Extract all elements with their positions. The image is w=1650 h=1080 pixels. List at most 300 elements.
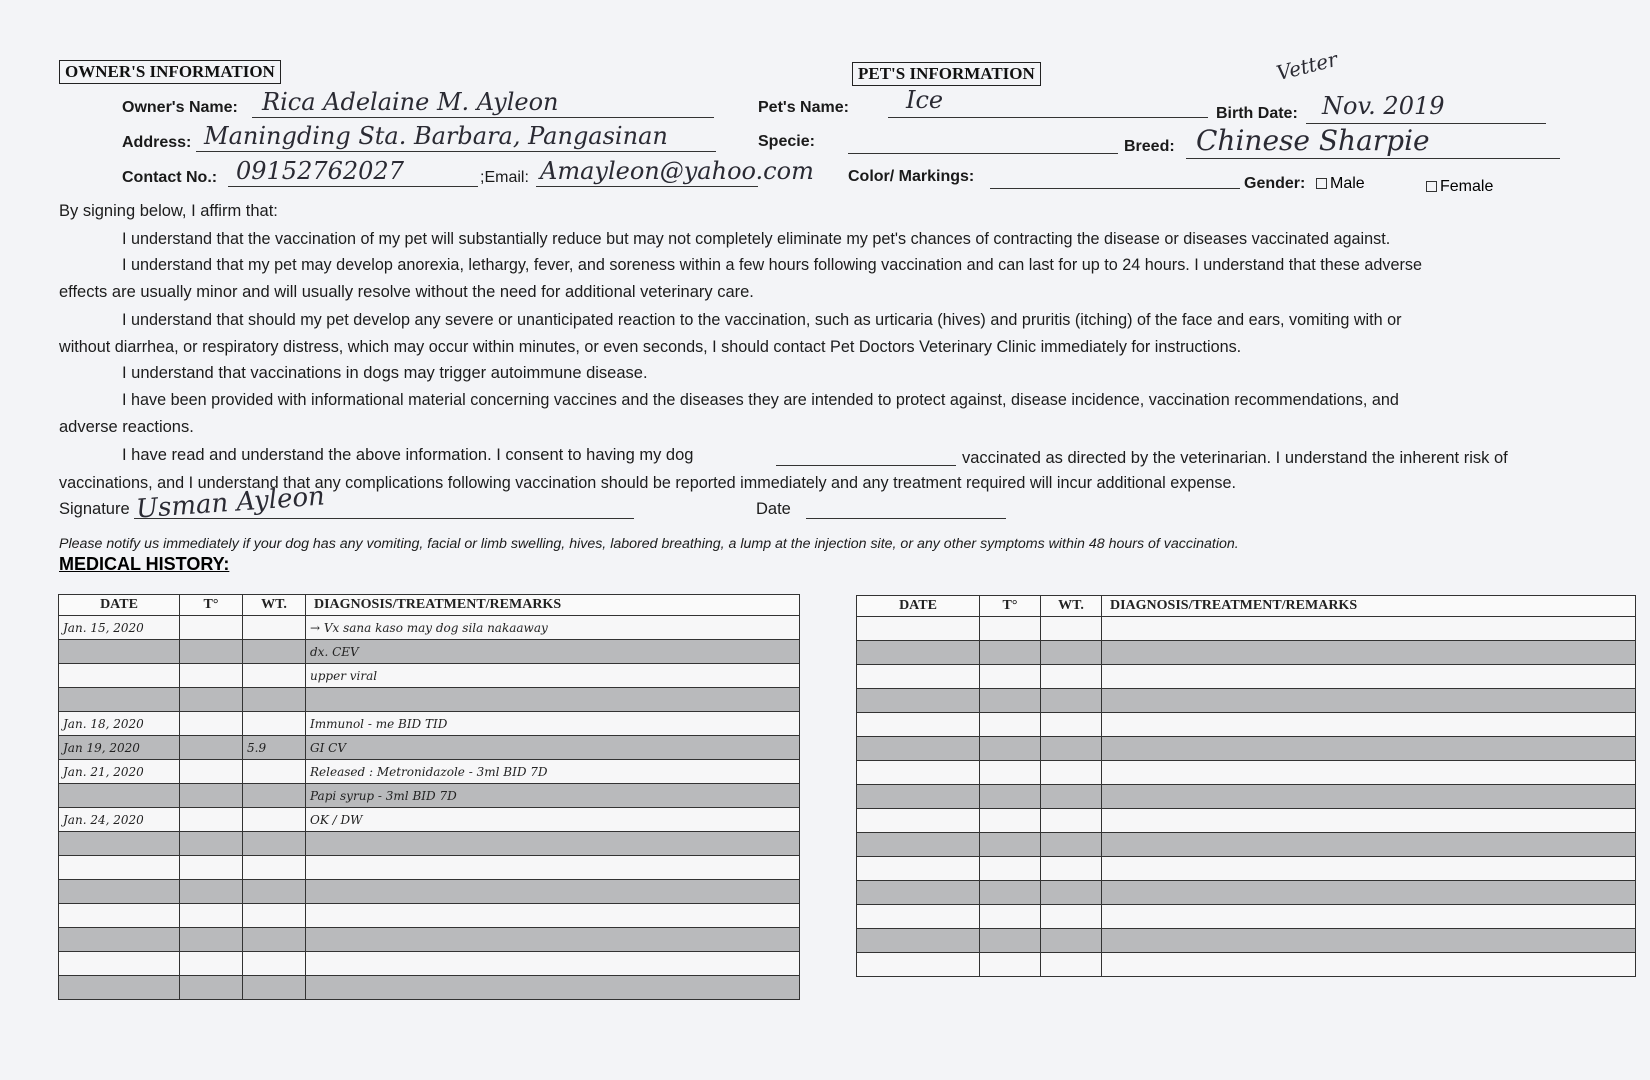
cell-text [180, 981, 184, 995]
weight-cell[interactable] [1041, 905, 1102, 929]
cell-text [180, 669, 184, 683]
temp-cell[interactable] [980, 929, 1041, 953]
temp-cell[interactable] [980, 641, 1041, 665]
cell-text [1102, 862, 1106, 876]
date-cell[interactable] [59, 832, 180, 856]
cell-text [243, 909, 247, 923]
cell-text [857, 934, 861, 948]
cell-text [180, 885, 184, 899]
date-cell[interactable] [59, 976, 180, 1000]
weight-cell[interactable] [1041, 785, 1102, 809]
temp-cell[interactable] [180, 616, 243, 640]
cell-text [980, 622, 984, 636]
cell-text [1102, 766, 1106, 780]
affirm-p5b: adverse reactions. [59, 418, 194, 436]
temp-cell[interactable] [980, 881, 1041, 905]
cell-text: GI CV [310, 740, 346, 755]
date-cell[interactable] [857, 833, 980, 857]
cell-text [1102, 646, 1106, 660]
diagnosis-cell[interactable] [1102, 689, 1636, 713]
diagnosis-cell[interactable] [1102, 785, 1636, 809]
cell-text [59, 909, 63, 923]
notice-text: Please notify us immediately if your dog has any vomiting, facial or limb swelling, hives, labored breathing, a lump at the injection site, or any other symptoms within 48 hours of vaccination. [59, 536, 1239, 552]
diagnosis-cell[interactable] [1102, 641, 1636, 665]
diagnosis-cell[interactable] [306, 760, 800, 784]
affirm-p2a: I understand that my pet may develop anorexia, lethargy, fever, and soreness within a few hours following vaccination and can last for up to 24 hours. I understand that these adverse [122, 256, 1422, 274]
diagnosis-cell[interactable] [306, 952, 800, 976]
col-date: DATE [857, 596, 980, 617]
date-cell[interactable] [857, 857, 980, 881]
cell-text [243, 981, 247, 995]
weight-cell[interactable] [243, 640, 306, 664]
temp-cell[interactable] [180, 832, 243, 856]
cell-text [59, 957, 63, 971]
cell-text: Papi syrup - 3ml BID 7D [310, 788, 457, 803]
table-row [59, 904, 800, 928]
cell-text [980, 958, 984, 972]
table-row [59, 688, 800, 712]
temp-cell[interactable] [180, 736, 243, 760]
cell-text [243, 861, 247, 875]
temp-cell[interactable] [980, 689, 1041, 713]
cell-text [180, 837, 184, 851]
gender-label: Gender: [1244, 175, 1306, 192]
temp-cell[interactable] [180, 952, 243, 976]
diagnosis-cell[interactable] [306, 736, 800, 760]
cell-text [980, 838, 984, 852]
cell-text [1041, 814, 1045, 828]
date-cell[interactable] [59, 664, 180, 688]
affirm-intro: By signing below, I affirm that: [59, 202, 278, 220]
table-row [857, 857, 1636, 881]
breed-label: Breed: [1124, 138, 1175, 155]
date-cell[interactable] [857, 665, 980, 689]
cell-text: Released : Metronidazole - 3ml BID 7D [310, 764, 548, 779]
cell-text [1102, 958, 1106, 972]
date-cell[interactable] [857, 953, 980, 977]
cell-text: Jan. 24, 2020 [63, 812, 144, 827]
temp-cell[interactable] [180, 904, 243, 928]
weight-cell[interactable] [1041, 881, 1102, 905]
table-row [857, 881, 1636, 905]
col-weight: WT. [1041, 596, 1102, 617]
cell-text [857, 646, 861, 660]
weight-cell[interactable] [243, 928, 306, 952]
weight-cell[interactable] [243, 784, 306, 808]
cell-text [243, 837, 247, 851]
cell-text [1102, 814, 1106, 828]
diagnosis-cell[interactable] [1102, 881, 1636, 905]
cell-text [1102, 742, 1106, 756]
weight-cell[interactable] [243, 712, 306, 736]
date-cell[interactable] [857, 689, 980, 713]
pet-info-heading: PET'S INFORMATION [852, 62, 1041, 86]
table-row [59, 832, 800, 856]
diagnosis-cell[interactable] [1102, 665, 1636, 689]
date-cell[interactable] [59, 808, 180, 832]
weight-cell[interactable] [243, 760, 306, 784]
temp-cell[interactable] [180, 640, 243, 664]
temp-cell[interactable] [180, 928, 243, 952]
table-row [857, 713, 1636, 737]
table-row [857, 953, 1636, 977]
date-cell[interactable] [857, 905, 980, 929]
temp-cell[interactable] [980, 809, 1041, 833]
weight-cell[interactable] [1041, 689, 1102, 713]
date-cell[interactable] [857, 785, 980, 809]
cell-text [1041, 766, 1045, 780]
weight-cell[interactable] [243, 856, 306, 880]
diagnosis-cell[interactable] [306, 928, 800, 952]
cell-text [1041, 790, 1045, 804]
temp-cell[interactable] [980, 617, 1041, 641]
diagnosis-cell[interactable] [306, 784, 800, 808]
cell-text [1041, 646, 1045, 660]
cell-text [243, 933, 247, 947]
weight-cell[interactable] [243, 616, 306, 640]
contact-label: Contact No.: [122, 169, 218, 186]
cell-text [180, 645, 184, 659]
date-cell[interactable] [857, 929, 980, 953]
cell-text [1041, 934, 1045, 948]
diagnosis-cell[interactable] [1102, 713, 1636, 737]
cell-text [980, 766, 984, 780]
cell-text [180, 717, 184, 731]
medical-history-table-right [856, 595, 1636, 977]
date-label: Date [756, 500, 791, 518]
weight-cell[interactable] [1041, 737, 1102, 761]
email-label: ;Email: [480, 169, 529, 186]
cell-text [1102, 910, 1106, 924]
cell-text [1041, 862, 1045, 876]
table-row [857, 929, 1636, 953]
cell-text [243, 813, 247, 827]
cell-text [243, 645, 247, 659]
cell-text [1102, 718, 1106, 732]
cell-text [243, 885, 247, 899]
cell-text [1041, 622, 1045, 636]
col-weight: WT. [243, 595, 306, 616]
cell-text [857, 790, 861, 804]
table-row [59, 976, 800, 1000]
temp-cell[interactable] [980, 833, 1041, 857]
cell-text [1102, 670, 1106, 684]
cell-text [1041, 838, 1045, 852]
cell-text [59, 933, 63, 947]
date-cell[interactable] [59, 736, 180, 760]
weight-cell[interactable] [243, 880, 306, 904]
birth-date-value[interactable]: Nov. 2019 [1322, 92, 1445, 120]
pet-name-value[interactable]: Ice [906, 86, 944, 114]
diagnosis-cell[interactable] [306, 640, 800, 664]
cell-text [180, 957, 184, 971]
weight-cell[interactable] [1041, 833, 1102, 857]
weight-cell[interactable] [1041, 665, 1102, 689]
gender-female-option[interactable] [1426, 178, 1493, 196]
weight-cell[interactable] [1041, 641, 1102, 665]
table-row [59, 928, 800, 952]
cell-text: Jan 19, 2020 [63, 740, 140, 755]
cell-text [1041, 718, 1045, 732]
signature-label: Signature [59, 500, 130, 518]
date-cell[interactable] [59, 616, 180, 640]
weight-cell[interactable] [243, 904, 306, 928]
cell-text [857, 862, 861, 876]
table-row [59, 952, 800, 976]
cell-text [306, 693, 310, 707]
affirm-p6a: I have read and understand the above information. I consent to having my dog [122, 446, 694, 464]
pet-name-label: Pet's Name: [758, 99, 849, 116]
diagnosis-cell[interactable] [306, 880, 800, 904]
cell-text: Immunol - me BID TID [310, 716, 448, 731]
contact-value[interactable]: 09152762027 [236, 157, 404, 185]
breed-value[interactable]: Chinese Sharpie [1196, 124, 1430, 157]
temp-cell[interactable] [980, 905, 1041, 929]
temp-cell[interactable] [180, 712, 243, 736]
temp-cell[interactable] [180, 664, 243, 688]
date-cell[interactable] [59, 904, 180, 928]
cell-text [306, 885, 310, 899]
cell-text [1102, 694, 1106, 708]
diagnosis-cell[interactable] [1102, 953, 1636, 977]
date-cell[interactable] [59, 760, 180, 784]
col-diagnosis: DIAGNOSIS/TREATMENT/REMARKS [306, 595, 800, 616]
cell-text: dx. CEV [310, 644, 359, 659]
table-row [59, 784, 800, 808]
table-row [59, 664, 800, 688]
date-cell[interactable] [857, 713, 980, 737]
affirm-p3b: without diarrhea, or respiratory distress, which may occur within minutes, or even seconds, I should contact Pet Doctors Veterinary Clinic immediately for instructions. [59, 338, 1242, 356]
temp-cell[interactable] [980, 737, 1041, 761]
table-row [59, 880, 800, 904]
signature-value[interactable]: Usman Ayleon [135, 481, 326, 525]
table-row [59, 808, 800, 832]
table-row [59, 712, 800, 736]
birth-date-label: Birth Date: [1216, 105, 1298, 122]
cell-text [980, 694, 984, 708]
table-row [59, 736, 800, 760]
date-cell[interactable] [857, 881, 980, 905]
cell-text [306, 957, 310, 971]
cell-text [59, 789, 63, 803]
date-cell[interactable] [59, 880, 180, 904]
cell-text [243, 717, 247, 731]
cell-text [980, 934, 984, 948]
temp-cell[interactable] [180, 688, 243, 712]
cell-text: → Vx sana kaso may dog sila nakaaway [310, 620, 548, 635]
owner-name-value[interactable]: Rica Adelaine M. Ayleon [262, 88, 559, 116]
cell-text [857, 694, 861, 708]
cell-text [59, 981, 63, 995]
cell-text [180, 861, 184, 875]
weight-cell[interactable] [243, 832, 306, 856]
diagnosis-cell[interactable] [306, 832, 800, 856]
female-label: Female [1440, 178, 1494, 195]
cell-text: Jan. 15, 2020 [63, 620, 144, 635]
cell-text: Jan. 18, 2020 [63, 716, 144, 731]
date-cell[interactable] [857, 809, 980, 833]
date-cell[interactable] [59, 784, 180, 808]
cell-text [980, 886, 984, 900]
diagnosis-cell[interactable] [306, 976, 800, 1000]
diagnosis-cell[interactable] [1102, 737, 1636, 761]
weight-cell[interactable] [1041, 857, 1102, 881]
temp-cell[interactable] [980, 785, 1041, 809]
diagnosis-cell[interactable] [306, 616, 800, 640]
cell-text: OK / DW [310, 812, 363, 827]
cell-text [980, 862, 984, 876]
weight-cell[interactable] [243, 952, 306, 976]
diagnosis-cell[interactable] [1102, 809, 1636, 833]
date-cell[interactable] [59, 928, 180, 952]
specie-label: Specie: [758, 133, 815, 150]
weight-cell[interactable] [243, 976, 306, 1000]
cell-text [59, 669, 63, 683]
temp-cell[interactable] [180, 880, 243, 904]
affirm-p6b: vaccinated as directed by the veterinarian. I understand the inherent risk of [962, 449, 1508, 467]
cell-text [1041, 886, 1045, 900]
cell-text [857, 718, 861, 732]
cell-text [180, 933, 184, 947]
cell-text [1041, 670, 1045, 684]
female-checkbox[interactable] [1426, 181, 1437, 192]
cell-text: 5.9 [247, 740, 267, 755]
weight-cell[interactable] [1041, 809, 1102, 833]
weight-cell[interactable] [1041, 617, 1102, 641]
date-cell[interactable] [857, 617, 980, 641]
cell-text [857, 886, 861, 900]
date-cell[interactable] [59, 712, 180, 736]
affirm-p3a: I understand that should my pet develop any severe or unanticipated reaction to the vaccination, such as urticaria (hives) and pruritis (itching) of the face and ears, vomiting with or [122, 311, 1402, 329]
cell-text [1041, 694, 1045, 708]
diagnosis-cell[interactable] [1102, 617, 1636, 641]
weight-cell[interactable] [243, 736, 306, 760]
date-cell[interactable] [857, 761, 980, 785]
medical-history-heading: MEDICAL HISTORY: [59, 554, 230, 574]
table-row [857, 809, 1636, 833]
cell-text [1041, 742, 1045, 756]
weight-cell[interactable] [243, 664, 306, 688]
temp-cell[interactable] [980, 761, 1041, 785]
diagnosis-cell[interactable] [306, 664, 800, 688]
diagnosis-cell[interactable] [1102, 761, 1636, 785]
cell-text [306, 909, 310, 923]
temp-cell[interactable] [180, 784, 243, 808]
diagnosis-cell[interactable] [1102, 833, 1636, 857]
birth-date-note: Vetter [1274, 46, 1340, 86]
date-cell[interactable] [59, 688, 180, 712]
weight-cell[interactable] [243, 808, 306, 832]
cell-text [857, 958, 861, 972]
address-value[interactable]: Maningding Sta. Barbara, Pangasinan [204, 122, 668, 150]
male-checkbox[interactable] [1316, 178, 1327, 189]
cell-text [180, 909, 184, 923]
cell-text [306, 981, 310, 995]
diagnosis-cell[interactable] [1102, 905, 1636, 929]
cell-text [243, 693, 247, 707]
owner-info-heading: OWNER'S INFORMATION [59, 60, 281, 84]
diagnosis-cell[interactable] [306, 808, 800, 832]
cell-text [59, 693, 63, 707]
temp-cell[interactable] [180, 856, 243, 880]
date-cell[interactable] [59, 856, 180, 880]
cell-text [180, 693, 184, 707]
diagnosis-cell[interactable] [306, 856, 800, 880]
cell-text [180, 741, 184, 755]
cell-text [857, 838, 861, 852]
cell-text [243, 621, 247, 635]
male-label: Male [1330, 175, 1365, 192]
affirm-p2b: effects are usually minor and will usually resolve without the need for additional veterinary care. [59, 283, 754, 301]
date-cell[interactable] [59, 640, 180, 664]
affirm-p6c: vaccinations, and I understand that any complications following vaccination should be reported immediately and any treatment required will incur additional expense. [59, 474, 1236, 492]
cell-text [1102, 790, 1106, 804]
table-row [59, 856, 800, 880]
affirm-p5a: I have been provided with informational material concerning vaccines and the diseases they are intended to protect against, disease incidence, vaccination recommendations, and [122, 391, 1399, 409]
cell-text [59, 837, 63, 851]
temp-cell[interactable] [980, 953, 1041, 977]
temp-cell[interactable] [980, 713, 1041, 737]
weight-cell[interactable] [1041, 953, 1102, 977]
gender-male-option[interactable] [1316, 175, 1365, 193]
cell-text [980, 646, 984, 660]
weight-cell[interactable] [1041, 713, 1102, 737]
temp-cell[interactable] [180, 808, 243, 832]
medical-history-table-left [58, 594, 800, 1000]
cell-text [180, 789, 184, 803]
cell-text [1041, 910, 1045, 924]
cell-text [59, 645, 63, 659]
email-value[interactable]: Amayleon@yahoo.com [540, 157, 814, 185]
cell-text [243, 957, 247, 971]
diagnosis-cell[interactable] [306, 904, 800, 928]
col-diagnosis: DIAGNOSIS/TREATMENT/REMARKS [1102, 596, 1636, 617]
cell-text [243, 669, 247, 683]
col-temp: T° [180, 595, 243, 616]
temp-cell[interactable] [180, 760, 243, 784]
weight-cell[interactable] [1041, 929, 1102, 953]
cell-text [306, 933, 310, 947]
cell-text [1102, 886, 1106, 900]
weight-cell[interactable] [1041, 761, 1102, 785]
cell-text [857, 910, 861, 924]
diagnosis-cell[interactable] [306, 688, 800, 712]
table-row [857, 905, 1636, 929]
cell-text [857, 670, 861, 684]
owner-name-label: Owner's Name: [122, 99, 238, 116]
cell-text [1041, 958, 1045, 972]
table-row [59, 616, 800, 640]
cell-text [1102, 838, 1106, 852]
temp-cell[interactable] [980, 857, 1041, 881]
date-cell[interactable] [59, 952, 180, 976]
cell-text [180, 813, 184, 827]
temp-cell[interactable] [980, 665, 1041, 689]
diagnosis-cell[interactable] [1102, 929, 1636, 953]
cell-text [857, 622, 861, 636]
table-row [857, 665, 1636, 689]
date-cell[interactable] [857, 737, 980, 761]
table-row [857, 689, 1636, 713]
diagnosis-cell[interactable] [1102, 857, 1636, 881]
cell-text [59, 861, 63, 875]
date-cell[interactable] [857, 641, 980, 665]
temp-cell[interactable] [180, 976, 243, 1000]
diagnosis-cell[interactable] [306, 712, 800, 736]
cell-text [980, 718, 984, 732]
weight-cell[interactable] [243, 688, 306, 712]
affirm-p1: I understand that the vaccination of my pet will substantially reduce but may not completely eliminate my pet's chances of contracting the disease or diseases vaccinated against. [122, 230, 1391, 248]
